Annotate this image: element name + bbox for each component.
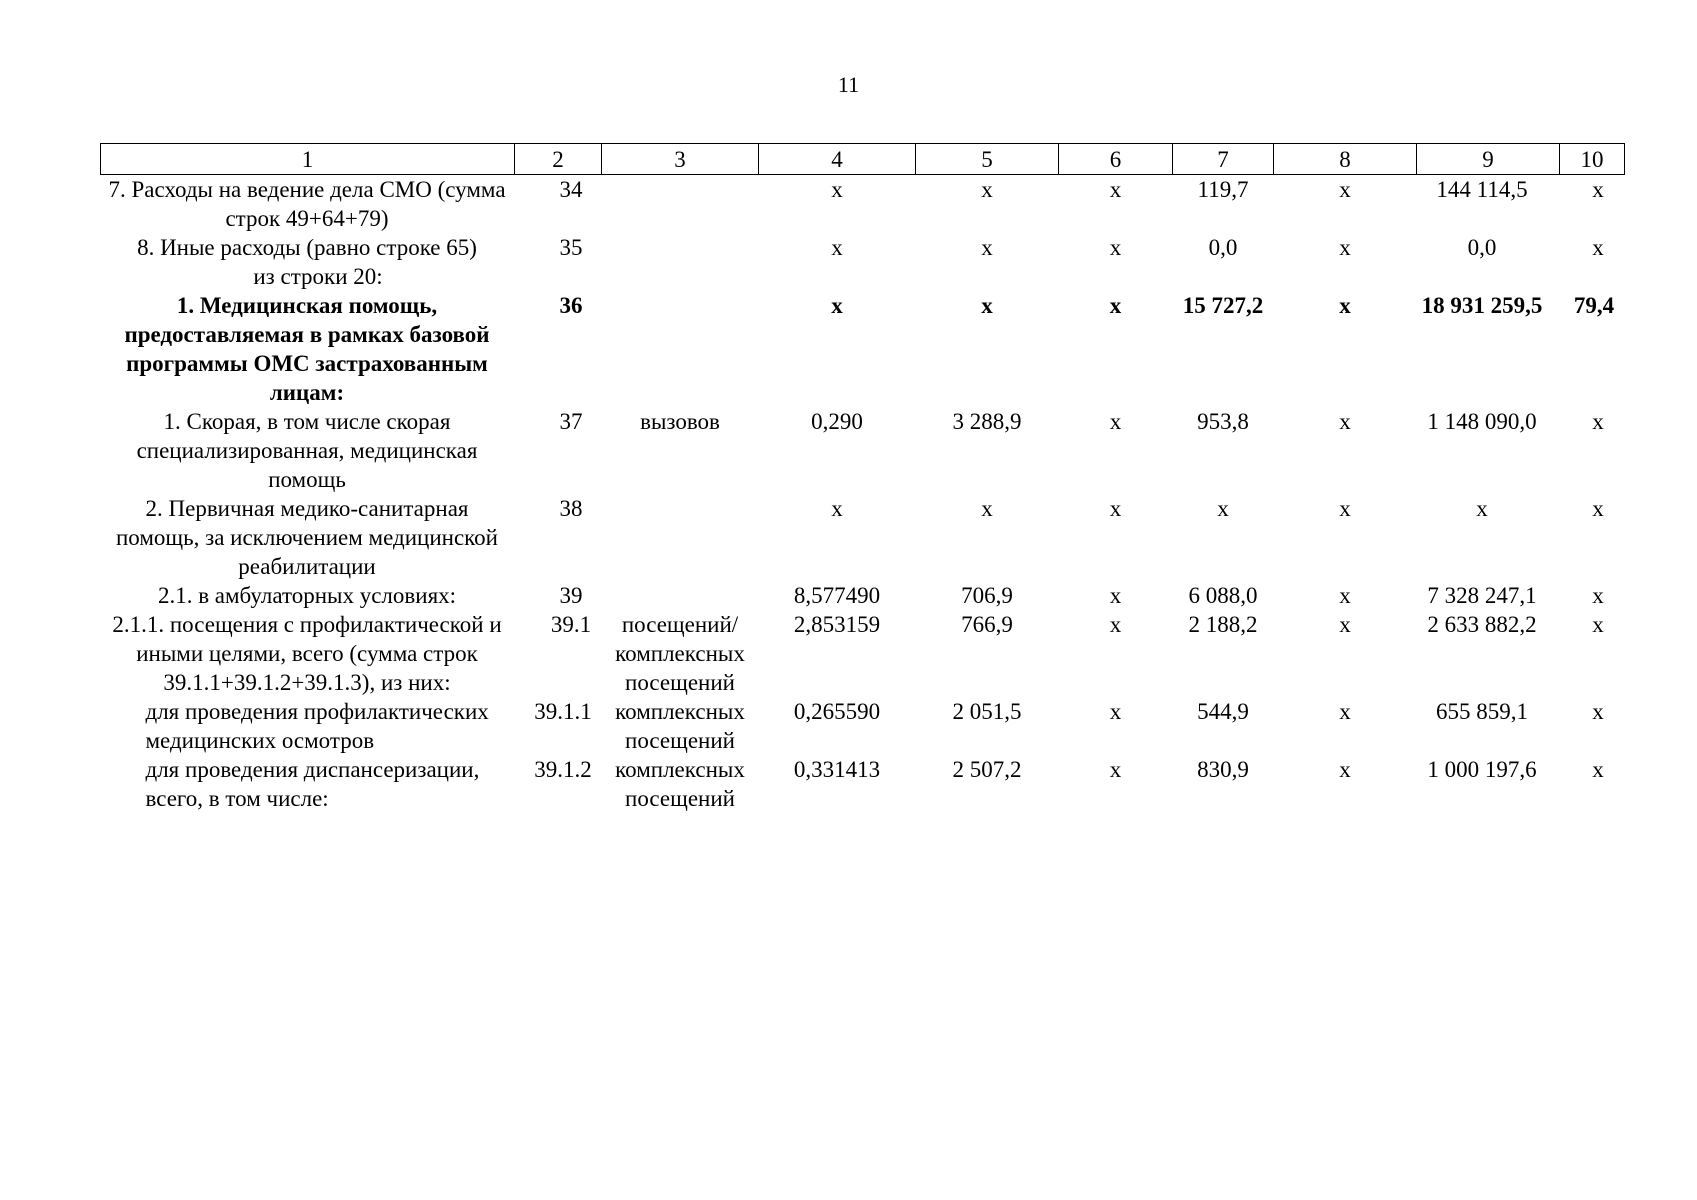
row-description: для проведения профилактических медицинских осмотров (145, 699, 489, 753)
value-cell: х (1592, 612, 1604, 637)
unit-cell (602, 262, 759, 291)
row-number: 39 (559, 583, 583, 608)
unit-cell: вызовов (640, 409, 720, 434)
header-cell: 5 (916, 144, 1059, 175)
value-cell (916, 262, 1059, 291)
row-description: 2.1.1. посещения с профилактической и иными целями, всего (сумма строк 39.1.1+39.1.2+39.1.3), из них: (112, 612, 502, 695)
data-table (100, 143, 1625, 813)
value-cell: 655 859,1 (1436, 699, 1528, 724)
value-cell: х (981, 235, 993, 260)
unit-cell: посещений/ комплексных посещений (615, 612, 745, 695)
row-number: 39.1 (550, 612, 592, 637)
value-cell: 6 088,0 (1188, 583, 1258, 608)
value-cell: х (981, 293, 993, 318)
table-row (101, 262, 1625, 291)
value-cell: х (1592, 757, 1604, 782)
row-description: 2. Первичная медико-санитарная помощь, за исключением медицинской реабилитации (116, 496, 498, 579)
header-cell: 8 (1274, 144, 1417, 175)
value-cell: х (1592, 235, 1604, 260)
value-cell: 2 633 882,2 (1427, 612, 1537, 637)
row-number: 35 (559, 235, 583, 260)
value-cell: 119,7 (1173, 175, 1274, 234)
page-number: 11 (837, 72, 860, 97)
value-cell: х (1274, 175, 1417, 234)
value-cell: х (759, 175, 916, 234)
row-description: для проведения диспансеризации, всего, в том числе: (145, 757, 480, 811)
row-number: 36 (559, 293, 583, 318)
row-number: 34 (515, 175, 602, 234)
value-cell: 2,853159 (793, 612, 881, 637)
value-cell: 18 931 259,5 (1421, 293, 1543, 318)
value-cell (1560, 262, 1625, 291)
table-row (101, 494, 1625, 581)
unit-cell (602, 494, 759, 581)
value-cell (1417, 262, 1560, 291)
value-cell (1274, 262, 1417, 291)
header-cell: 7 (1173, 144, 1274, 175)
value-cell: 15 727,2 (1182, 293, 1264, 318)
value-cell: 0,0 (1467, 235, 1497, 260)
unit-cell (602, 233, 759, 262)
value-cell: х (831, 496, 843, 521)
value-cell: х (1109, 409, 1122, 434)
value-cell: 1 148 090,0 (1427, 409, 1537, 434)
row-description: 2.1. в амбулаторных условиях: (157, 583, 457, 608)
value-cell: 1 000 197,6 (1427, 757, 1537, 782)
table-row (101, 291, 1625, 407)
value-cell: 79,4 (1573, 293, 1615, 318)
unit-cell: комплексных посещений (615, 757, 745, 811)
unit-cell (602, 581, 759, 610)
value-cell: 3 288,9 (952, 409, 1022, 434)
value-cell: х (1109, 699, 1122, 724)
table-row (101, 175, 1625, 234)
value-cell (1059, 262, 1173, 291)
value-cell: х (1339, 612, 1351, 637)
value-cell: 766,9 (961, 612, 1013, 637)
header-cell: 4 (759, 144, 916, 175)
table-row (101, 581, 1625, 610)
value-cell: х (1592, 409, 1604, 434)
value-cell: 2 188,2 (1188, 612, 1258, 637)
row-description: из строки 20: (253, 264, 383, 289)
value-cell: х (1592, 583, 1604, 608)
table-row (101, 697, 1625, 755)
row-description: 1. Скорая, в том числе скорая специализированная, медицинская помощь (136, 409, 478, 492)
value-cell: х (1109, 757, 1122, 782)
unit-cell: комплексных посещений (615, 699, 745, 753)
row-number: 38 (559, 496, 583, 521)
value-cell: х (1339, 496, 1351, 521)
header-cell: 1 (101, 144, 515, 175)
value-cell: х (1339, 235, 1351, 260)
value-cell: х (1109, 235, 1122, 260)
row-description: 7. Расходы на ведение дела СМО (сумма строк 49+64+79) (101, 175, 515, 234)
value-cell: х (1109, 583, 1122, 608)
value-cell: х (1339, 757, 1351, 782)
value-cell: х (831, 293, 843, 318)
header-cell: 9 (1417, 144, 1560, 175)
value-cell: х (1109, 496, 1122, 521)
row-number (515, 262, 602, 291)
value-cell: х (1560, 175, 1625, 234)
value-cell: 0,290 (811, 409, 863, 434)
row-number: 39.1.2 (534, 757, 592, 782)
value-cell: х (1339, 293, 1351, 318)
value-cell: 0,0 (1208, 235, 1238, 260)
value-cell: х (916, 175, 1059, 234)
header-cell: 3 (602, 144, 759, 175)
value-cell (1173, 262, 1274, 291)
value-cell: 0,265590 (793, 699, 881, 724)
header-cell: 10 (1560, 144, 1625, 175)
value-cell: 953,8 (1197, 409, 1249, 434)
value-cell: х (831, 235, 843, 260)
header-cell: 6 (1059, 144, 1173, 175)
value-cell: х (1592, 699, 1604, 724)
value-cell: х (1217, 496, 1229, 521)
value-cell: 7 328 247,1 (1427, 583, 1537, 608)
value-cell: х (1592, 496, 1604, 521)
table-row (101, 610, 1625, 697)
unit-cell (602, 291, 759, 407)
value-cell: х (1109, 293, 1122, 318)
value-cell: х (981, 496, 993, 521)
value-cell (759, 262, 916, 291)
value-cell: 2 051,5 (952, 699, 1022, 724)
unit-cell (602, 175, 759, 234)
header-row (101, 144, 1625, 175)
value-cell: 544,9 (1197, 699, 1249, 724)
row-description: 1. Медицинская помощь, предоставляемая в рамках базовой программы ОМС застрахованным лицам: (124, 293, 490, 405)
value-cell: х (1339, 583, 1351, 608)
value-cell: 144 114,5 (1417, 175, 1560, 234)
value-cell: х (1339, 409, 1351, 434)
row-number: 39.1.1 (534, 699, 592, 724)
value-cell: х (1476, 496, 1488, 521)
value-cell: 830,9 (1197, 757, 1249, 782)
value-cell: 8,577490 (793, 583, 881, 608)
header-cell: 2 (515, 144, 602, 175)
value-cell: 0,331413 (793, 757, 881, 782)
row-description: 8. Иные расходы (равно строке 65) (137, 235, 477, 260)
table-row (101, 233, 1625, 262)
value-cell: х (1339, 699, 1351, 724)
value-cell: 706,9 (961, 583, 1013, 608)
row-number: 37 (559, 409, 583, 434)
table-row (101, 407, 1625, 494)
value-cell: 2 507,2 (952, 757, 1022, 782)
value-cell: х (1059, 175, 1173, 234)
value-cell: х (1109, 612, 1122, 637)
table-row (101, 755, 1625, 813)
